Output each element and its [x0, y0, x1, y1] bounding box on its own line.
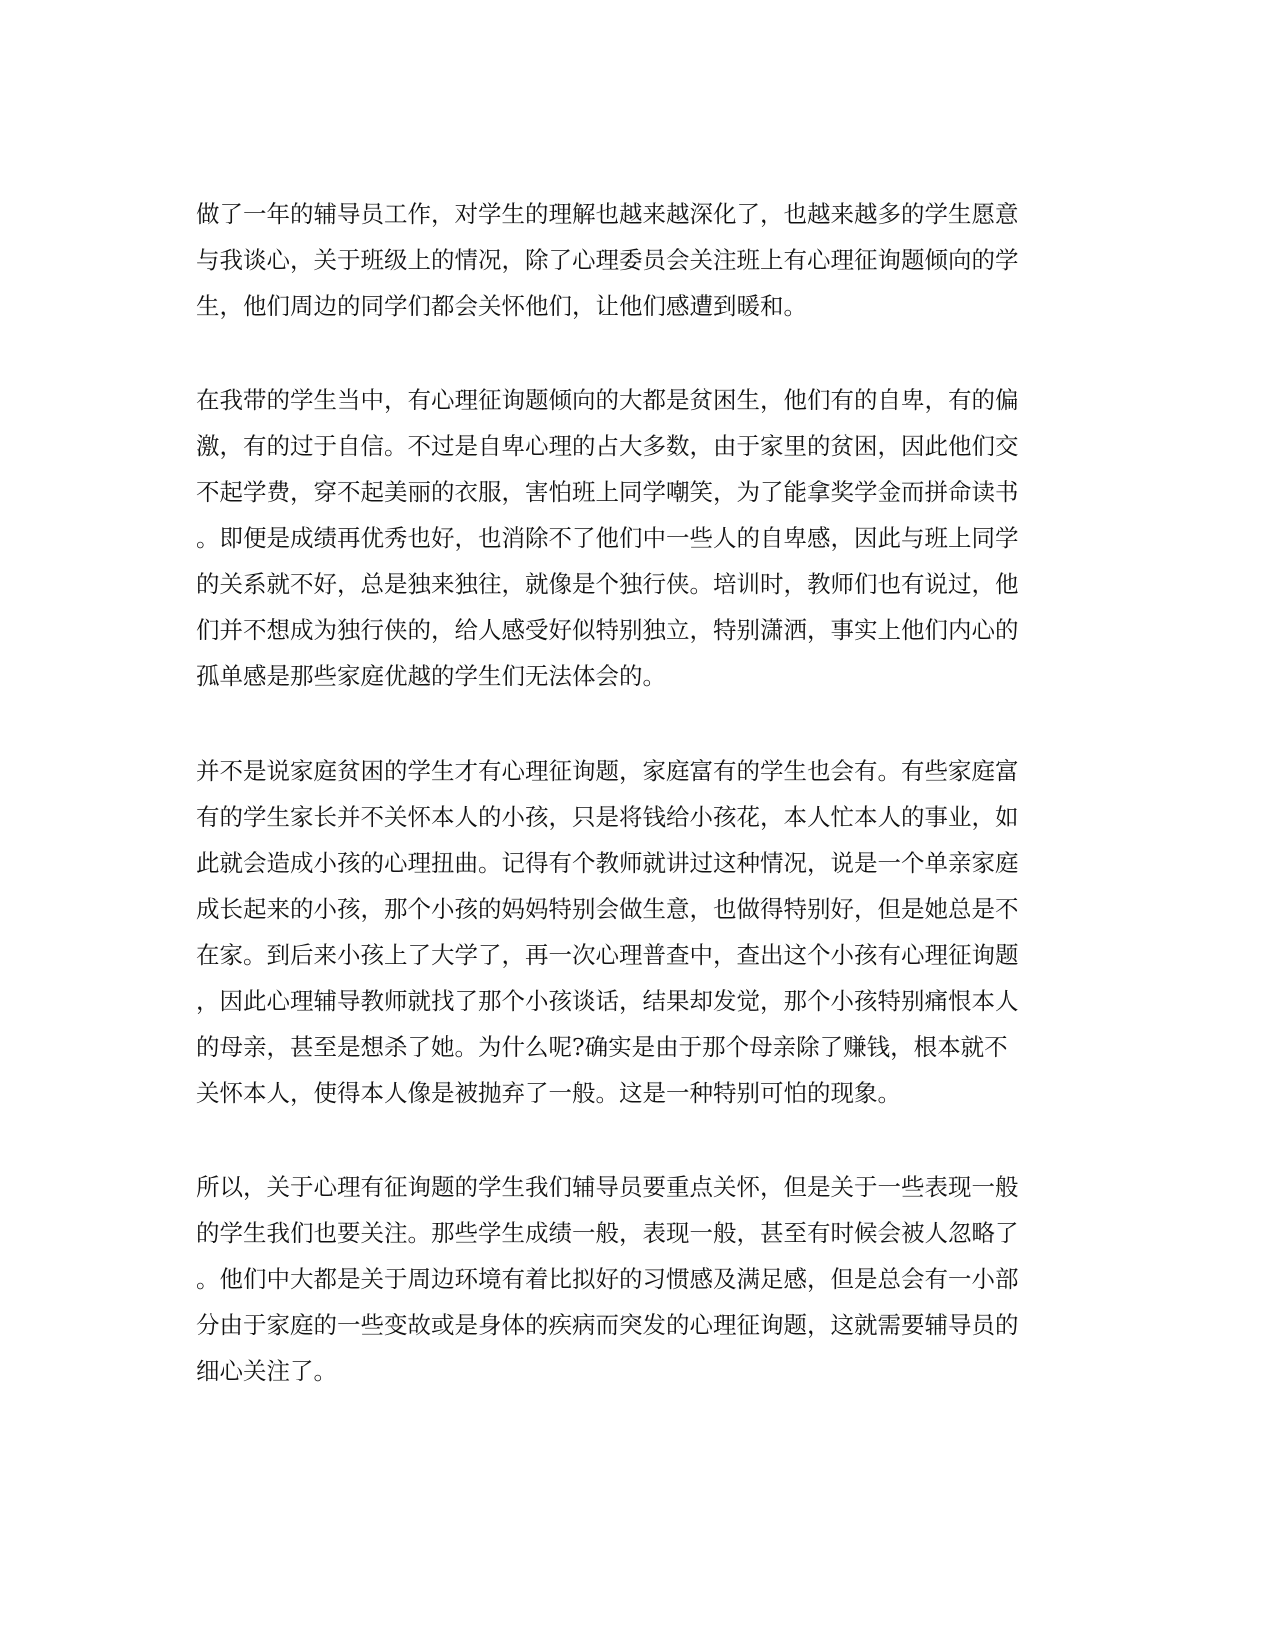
text-line: 细心关注了。: [196, 1357, 337, 1385]
text-line: ，因此心理辅导教师就找了那个小孩谈话，结果却发觉，那个小孩特别痛恨本人: [196, 987, 1019, 1015]
text-line: 成长起来的小孩，那个小孩的妈妈特别会做生意，也做得特别好，但是她总是不: [196, 895, 1019, 923]
text-line: 与我谈心，关于班级上的情况，除了心理委员会关注班上有心理征询题倾向的学: [196, 246, 1019, 274]
text-line: 们并不想成为独行侠的，给人感受好似特别独立，特别潇洒，事实上他们内心的: [196, 616, 1019, 644]
text-line: 孤单感是那些家庭优越的学生们无法体会的。: [196, 662, 666, 690]
text-line: 并不是说家庭贫困的学生才有心理征询题，家庭富有的学生也会有。有些家庭富: [196, 757, 1019, 785]
text-line: 此就会造成小孩的心理扭曲。记得有个教师就讲过这种情况，说是一个单亲家庭: [196, 849, 1019, 877]
text-line: 关怀本人，使得本人像是被抛弃了一般。这是一种特别可怕的现象。: [196, 1079, 901, 1107]
text-line: 不起学费，穿不起美丽的衣服，害怕班上同学嘲笑，为了能拿奖学金而拼命读书: [196, 478, 1019, 506]
text-line: 在我带的学生当中，有心理征询题倾向的大都是贫困生，他们有的自卑，有的偏: [196, 386, 1019, 414]
text-line: 。他们中大都是关于周边环境有着比拟好的习惯感及满足感，但是总会有一小部: [196, 1265, 1019, 1293]
text-line: 分由于家庭的一些变故或是身体的疾病而突发的心理征询题，这就需要辅导员的: [196, 1311, 1019, 1339]
text-line: 做了一年的辅导员工作，对学生的理解也越来越深化了，也越来越多的学生愿意: [196, 200, 1019, 228]
text-line: 生，他们周边的同学们都会关怀他们，让他们感遭到暖和。: [196, 292, 807, 320]
text-line: 激，有的过于自信。不过是自卑心理的占大多数，由于家里的贫困，因此他们交: [196, 432, 1019, 460]
text-line: 的学生我们也要关注。那些学生成绩一般，表现一般，甚至有时候会被人忽略了: [196, 1219, 1019, 1247]
text-line: 有的学生家长并不关怀本人的小孩，只是将钱给小孩花，本人忙本人的事业，如: [196, 803, 1019, 831]
text-line: 的关系就不好，总是独来独往，就像是个独行侠。培训时，教师们也有说过，他: [196, 570, 1019, 598]
text-line: 。即便是成绩再优秀也好，也消除不了他们中一些人的自卑感，因此与班上同学: [196, 524, 1019, 552]
text-line: 的母亲，甚至是想杀了她。为什么呢?确实是由于那个母亲除了赚钱，根本就不: [196, 1033, 1008, 1061]
text-line: 在家。到后来小孩上了大学了，再一次心理普查中，查出这个小孩有心理征询题: [196, 941, 1019, 969]
text-line: 所以，关于心理有征询题的学生我们辅导员要重点关怀，但是关于一些表现一般: [196, 1173, 1019, 1201]
